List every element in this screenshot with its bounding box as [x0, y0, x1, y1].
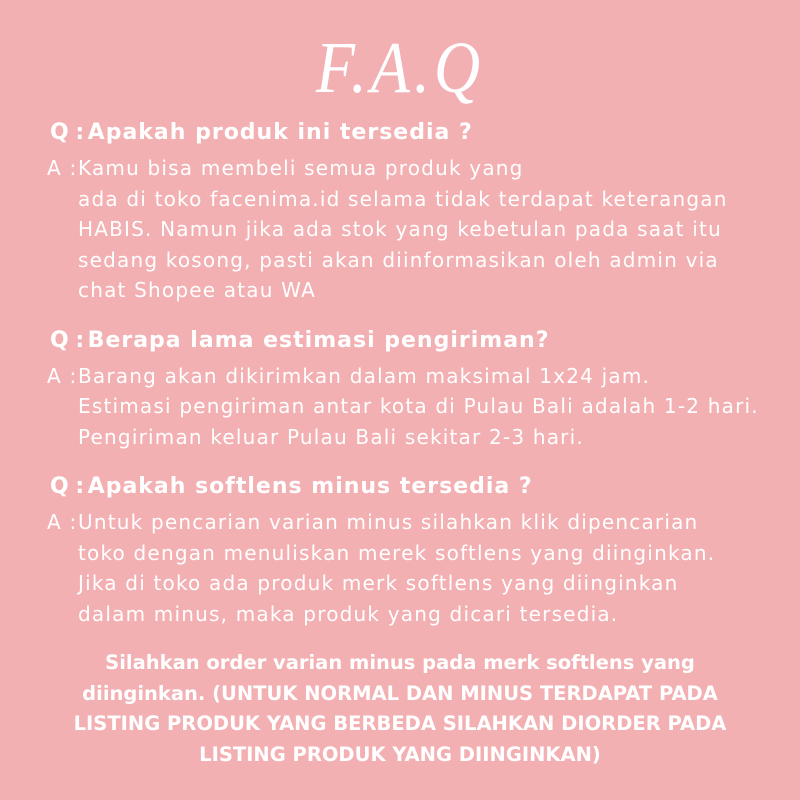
- faq-item-minus-softlens: [47, 471, 800, 629]
- faq-question: [47, 325, 800, 357]
- answer-line: chat Shopee atau WA: [78, 278, 316, 302]
- answer-line: Untuk pencarian varian minus silahkan klik dipencarian: [78, 510, 699, 534]
- faq-answer: [47, 507, 800, 629]
- answer-line: Estimasi pengiriman antar kota di Pulau Bali adalah 1-2 hari.: [78, 394, 759, 418]
- footer-line: diinginkan. (UNTUK NORMAL DAN MINUS TERDAPAT PADA: [82, 681, 718, 705]
- question-label: Q :: [50, 327, 84, 353]
- answer-line: HABIS. Namun jika ada stok yang kebetulan pada saat itu: [78, 217, 722, 241]
- footer-line: LISTING PRODUK YANG BERBEDA SILAHKAN DIORDER PADA: [73, 712, 727, 735]
- question-label: Q :: [50, 120, 84, 145]
- answer-line: Jika di toko ada produk merk softlens yang diinginkan: [78, 571, 679, 595]
- footer-line: Silahkan order varian minus pada merk softlens yang: [105, 651, 695, 674]
- faq-question: [47, 117, 800, 149]
- answer-line: Pengiriman keluar Pulau Bali sekitar 2-3 hari.: [78, 424, 584, 449]
- answer-label: A :: [47, 363, 78, 388]
- faq-question: [47, 471, 800, 503]
- question-text: Apakah produk ini tersedia ?: [87, 120, 473, 145]
- answer-line: dalam minus, maka produk yang dicari tersedia.: [78, 601, 619, 626]
- answer-text: [78, 153, 728, 306]
- footer-note: [0, 648, 800, 770]
- answer-line: Barang akan dikirimkan dalam maksimal 1x24 jam.: [78, 363, 651, 388]
- page-title: F.A.Q: [315, 26, 485, 109]
- faq-list: [0, 117, 800, 629]
- answer-line: ada di toko facenima.id selama tidak terdapat keterangan: [78, 186, 728, 211]
- question-text: Berapa lama estimasi pengiriman?: [87, 327, 550, 353]
- answer-line: sedang kosong, pasti akan diinformasikan oleh admin via: [78, 247, 719, 272]
- answer-line: Kamu bisa membeli semua produk yang: [78, 156, 524, 180]
- footer-line: LISTING PRODUK YANG DIINGINKAN): [199, 742, 601, 766]
- title-area: [0, 0, 800, 117]
- answer-label: A :: [47, 510, 78, 534]
- answer-text: [78, 507, 715, 629]
- faq-item-availability: [47, 117, 800, 306]
- faq-item-shipping: [47, 325, 800, 453]
- answer-line: toko dengan menuliskan merek softlens yang diinginkan.: [78, 540, 716, 565]
- answer-text: [78, 361, 759, 453]
- faq-answer: [47, 153, 800, 306]
- question-text: Apakah softlens minus tersedia ?: [87, 474, 533, 499]
- question-label: Q :: [50, 474, 84, 499]
- answer-label: A :: [47, 156, 78, 180]
- faq-answer: [47, 361, 800, 453]
